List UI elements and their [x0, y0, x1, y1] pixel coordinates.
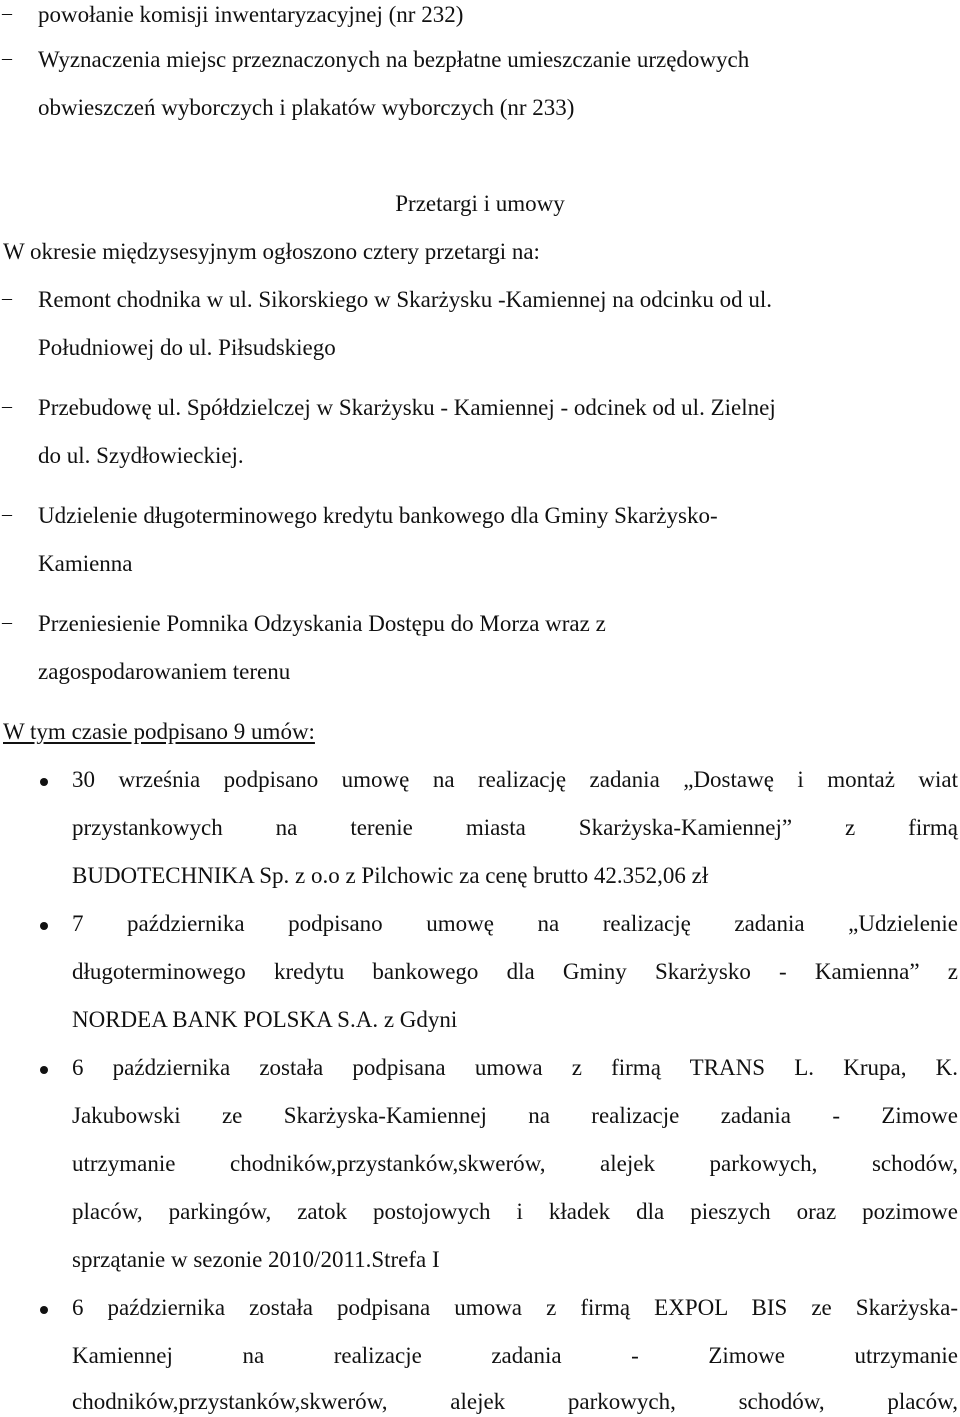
bullet-dot [40, 922, 48, 930]
intro-text: W okresie międzysesyjnym ogłoszono cztery przetargi na: [3, 239, 540, 264]
contract-line: 6 października została podpisana umowa z firmą TRANS L. Krupa, K. [72, 1055, 958, 1080]
contract-line: 7 października podpisano umowę na realizację zadania „Udzielenie [72, 911, 958, 936]
contract-line: długoterminowego kredytu bankowego dla Gminy Skarżysko - Kamienna” z [72, 959, 958, 984]
dash-bullet: – [2, 2, 12, 24]
dash-bullet: – [2, 395, 12, 417]
contracts-heading: W tym czasie podpisano 9 umów: [3, 719, 315, 744]
contract-line: Jakubowski ze Skarżyska-Kamiennej na realizacje zadania - Zimowe [72, 1103, 958, 1128]
document-page: – powołanie komisji inwentaryzacyjnej (nr 232) – Wyznaczenia miejsc przeznaczonych na bezpłatne umieszczanie urzędowych obwieszczeń wyborczych i plakatów wyborczych (nr 233) Przetargi i umowy W okresie międzysesyjnym ogłoszono cztery przetargi na: – Remont chodnika w ul. Sikorskiego w Skarżysku -Kamiennej na odcinku od ul. Południowej do ul. Piłsudskiego – Przebudowę ul. Spółdzielczej w Skarżysku - Kamiennej - odcinek od ul. Zielnej do ul. Szydłowieckiej. – Udzielenie długoterminowego kredytu bankowego dla Gminy Skarżysko- Kamienna – Przeniesienie Pomnika Odzyskania Dostępu do Morza wraz z zagospodarowaniem terenu W tym czasie podpisano 9 umów: 30 września podpisano umowę na realizację zadania „Dostawę i montaż wiat przystankowych na terenie miasta Skarżyska-Kamiennej” z firmą BUDOTECHNIKA Sp. z o.o z Pilchowic za cenę brutto 42.352,06 zł 7 października podpisano umowę na realizację zadania „Udzielenie długoterminowego kredytu bankowego dla Gminy Skarżysko - Kamienna” z NORDEA BANK POLSKA S.A. z Gdyni 6 października została podpisana umowa z firmą TRANS L. Krupa, K. Jakubowski ze Skarżyska-Kamiennej na realizacje zadania - Zimowe utrzymanie chodników,przystanków,skwerów, alejek parkowych, schodów, placów, parkingów, zatok postojowych i kładek dla pieszych oraz pozimowe sprzątanie w sezonie 2010/2011.Strefa I 6 października została podpisana umowa z firmą EXPOL BIS ze Skarżyska- Kamiennej na realizacje zadania - Zimowe utrzymanie chodników,przystanków,skwerów, alejek parkowych, schodów, placów, [2, 2, 958, 1414]
contract-line: 30 września podpisano umowę na realizację zadania „Dostawę i montaż wiat [72, 767, 958, 792]
dash-bullet: – [2, 503, 12, 525]
list-item-continuation: Południowej do ul. Piłsudskiego [38, 335, 336, 360]
list-item-continuation: Kamienna [38, 551, 133, 576]
contract-line: chodników,przystanków,skwerów, alejek parkowych, schodów, placów, [72, 1389, 958, 1414]
contract-line: Kamiennej na realizacje zadania - Zimowe utrzymanie [72, 1343, 958, 1368]
bullet-dot [40, 1306, 48, 1314]
list-item-continuation: do ul. Szydłowieckiej. [38, 443, 244, 468]
list-item-continuation: obwieszczeń wyborczych i plakatów wyborczych (nr 233) [38, 95, 575, 120]
contract-line: utrzymanie chodników,przystanków,skwerów, alejek parkowych, schodów, [72, 1151, 958, 1176]
contract-line: placów, parkingów, zatok postojowych i kładek dla pieszych oraz pozimowe [72, 1199, 958, 1224]
dash-bullet: – [2, 47, 12, 69]
section-title: Przetargi i umowy [395, 191, 565, 216]
bullet-dot [40, 1066, 48, 1074]
contract-line: 6 października została podpisana umowa z firmą EXPOL BIS ze Skarżyska- [72, 1295, 958, 1320]
list-item-continuation: zagospodarowaniem terenu [38, 659, 291, 684]
dash-bullet: – [2, 611, 12, 633]
bullet-dot [40, 778, 48, 786]
dash-bullet: – [2, 287, 12, 309]
contract-line: BUDOTECHNIKA Sp. z o.o z Pilchowic za cenę brutto 42.352,06 zł [72, 863, 709, 888]
contract-line: sprzątanie w sezonie 2010/2011.Strefa I [72, 1247, 440, 1272]
contract-line: NORDEA BANK POLSKA S.A. z Gdyni [72, 1007, 458, 1032]
contract-line: przystankowych na terenie miasta Skarżyska-Kamiennej” z firmą [72, 815, 958, 840]
